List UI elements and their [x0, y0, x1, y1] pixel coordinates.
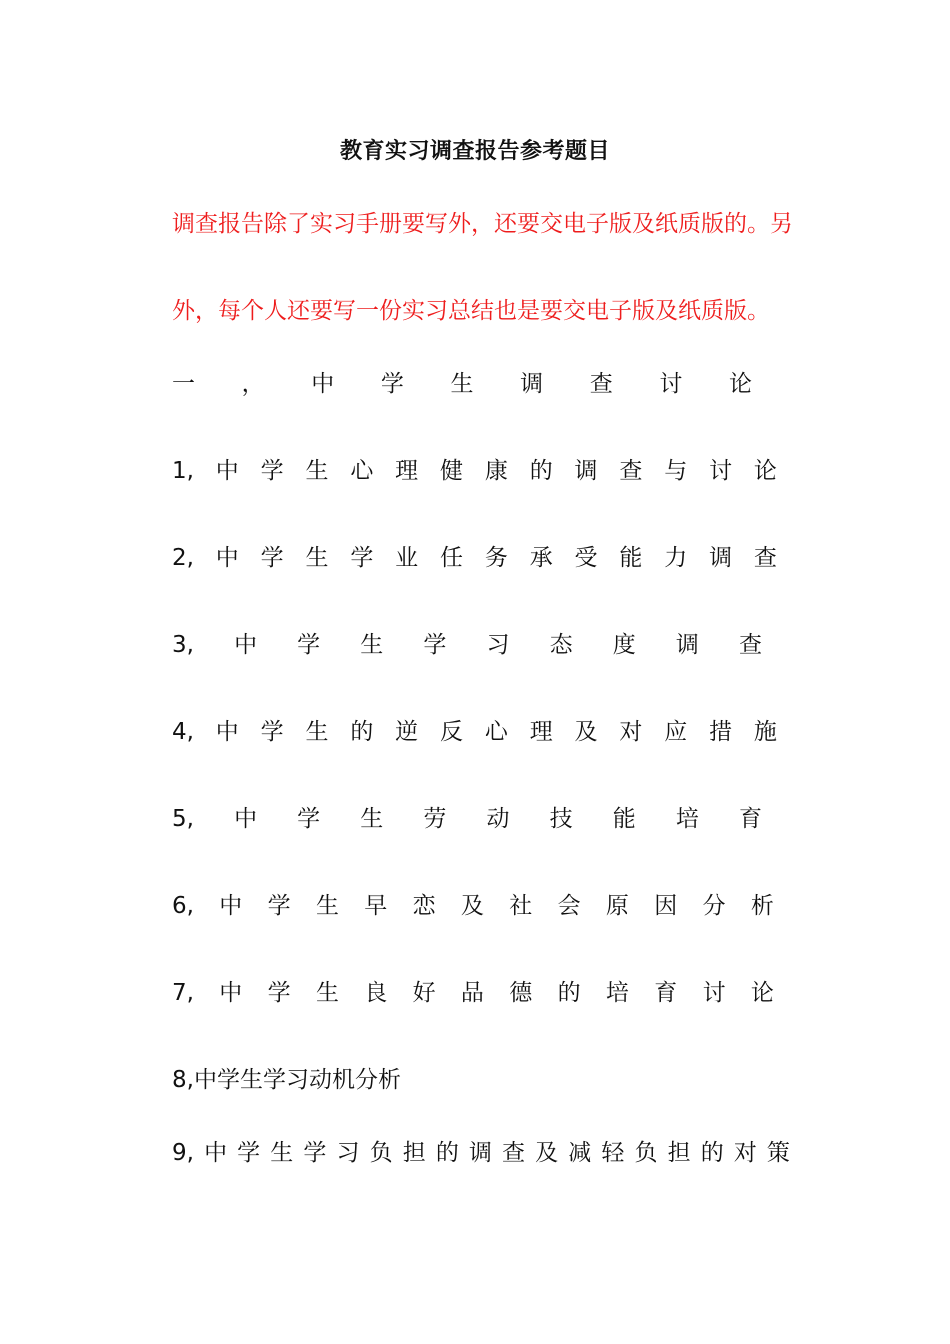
topic-item-7: 7, 中 学 生 良 好 品 德 的 培 育 讨 论 [172, 980, 774, 1006]
topic-item-3: 3, 中 学 生 学 习 态 度 调 查 [172, 632, 762, 658]
document-title: 教育实习调查报告参考题目 [339, 139, 610, 164]
topic-item-8: 8,中学生学习动机分析 [172, 1067, 401, 1093]
topic-item-6: 6, 中 学 生 早 恋 及 社 会 原 因 分 析 [172, 893, 774, 919]
notice-line-1: 调查报告除了实习手册要写外，还要交电子版及纸质版的。另 [172, 211, 793, 237]
topic-item-9: 9, 中 学 生 学 习 负 担 的 调 查 及 减 轻 负 担 的 对 策 [172, 1140, 790, 1166]
notice-line-2: 外，每个人还要写一份实习总结也是要交电子版及纸质版。 [172, 298, 770, 324]
topic-item-5: 5, 中 学 生 劳 动 技 能 培 育 [172, 806, 762, 832]
topic-item-2: 2, 中 学 生 学 业 任 务 承 受 能 力 调 查 [172, 545, 777, 571]
topic-item-1: 1, 中 学 生 心 理 健 康 的 调 查 与 讨 论 [172, 458, 777, 484]
section-heading: 一 ， 中 学 生 调 查 讨 论 [172, 371, 752, 397]
topic-item-4: 4, 中 学 生 的 逆 反 心 理 及 对 应 措 施 [172, 719, 777, 745]
